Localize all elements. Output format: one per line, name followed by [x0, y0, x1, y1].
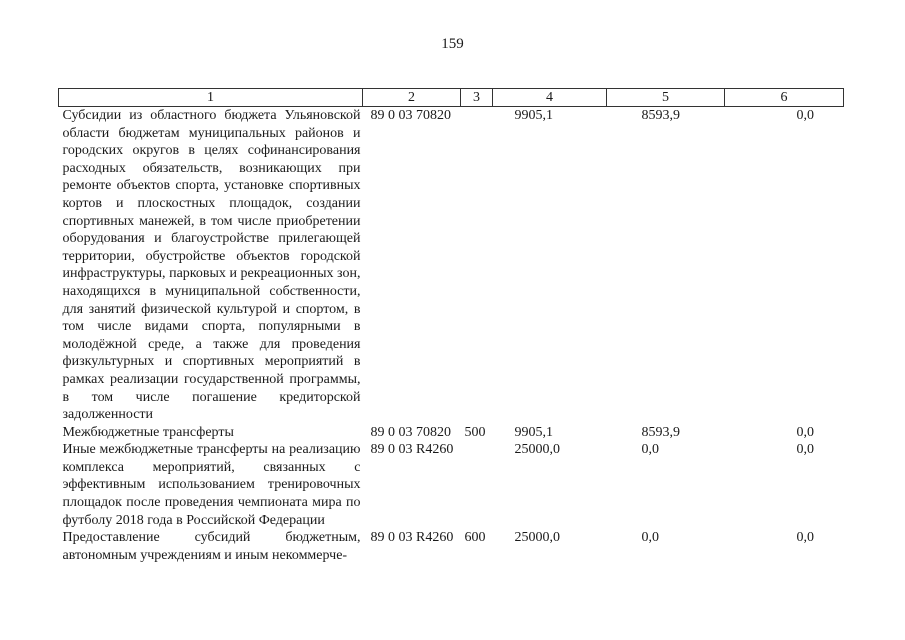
- row-expense-type: [461, 107, 493, 424]
- column-header-3: 3: [461, 89, 493, 107]
- budget-table: [58, 88, 844, 564]
- column-header-5: 5: [607, 89, 725, 107]
- row-name: Субсидии из областного бюджета Ульяновской области бюджетам муниципальных районов и городских округов в целях софинансирования расходных обязательств, возникающих при ремонте объектов спорта, установке спортивных кортов и плоскостных площадок, создании спортивных манежей, в том числе приобретении оборудования и благоустройстве прилегающей территории, обустройстве объектов городской инфраструктуры, парковых и рекреационных зон, находящихся в муниципальной собственности, для занятий физической культурой и спортом, в том числе видами спорта, популярными в молодёжной среде, а также для проведения физкультурных и спортивных мероприятий в рамках реализации государственной программы, в том числе погашение кредиторской задолженности: [62, 108, 361, 423]
- column-header-4: 4: [493, 89, 607, 107]
- row-amount-year1: 9905,1: [514, 424, 553, 440]
- column-header-6: 6: [725, 89, 844, 107]
- table-row: [59, 424, 844, 442]
- row-expense-type: [461, 441, 493, 529]
- row-name: Предоставление субсидий бюджетным, автономным учреждениям и иным некоммерче-: [62, 530, 361, 563]
- row-target-code: 89 0 03 R4260: [370, 442, 454, 458]
- row-target-code: 89 0 03 70820: [370, 108, 451, 123]
- row-amount-year1: 25000,0: [514, 442, 560, 458]
- table-row: [59, 107, 844, 424]
- row-amount-year1: 25000,0: [514, 530, 560, 546]
- row-name: Иные межбюджетные трансферты на реализацию комплекса мероприятий, связанных с эффективным использованием тренировочных площадок после проведения чемпионата мира по футболу 2018 года в Российской Федерации: [62, 442, 361, 528]
- row-amount-year2: 0,0: [641, 530, 659, 546]
- row-amount-year2: 8593,9: [641, 108, 680, 123]
- row-target-code: 89 0 03 R4260: [370, 530, 454, 546]
- row-expense-type: 600: [464, 530, 486, 546]
- row-amount-year3: 0,0: [796, 424, 814, 440]
- column-header-2: 2: [363, 89, 461, 107]
- row-amount-year3: 0,0: [796, 108, 814, 123]
- row-expense-type: 500: [464, 424, 486, 440]
- table-row: [59, 529, 844, 564]
- row-amount-year3: 0,0: [796, 442, 814, 458]
- row-target-code: 89 0 03 70820: [370, 424, 451, 440]
- table-row: [59, 441, 844, 529]
- row-amount-year2: 8593,9: [641, 424, 680, 440]
- row-amount-year1: 9905,1: [514, 108, 553, 123]
- column-header-1: 1: [59, 89, 363, 107]
- row-amount-year3: 0,0: [796, 530, 814, 546]
- table-header-row: [59, 89, 844, 107]
- page-number: 159: [441, 36, 464, 52]
- row-name: Межбюджетные трансферты: [62, 424, 234, 440]
- row-amount-year2: 0,0: [641, 442, 659, 458]
